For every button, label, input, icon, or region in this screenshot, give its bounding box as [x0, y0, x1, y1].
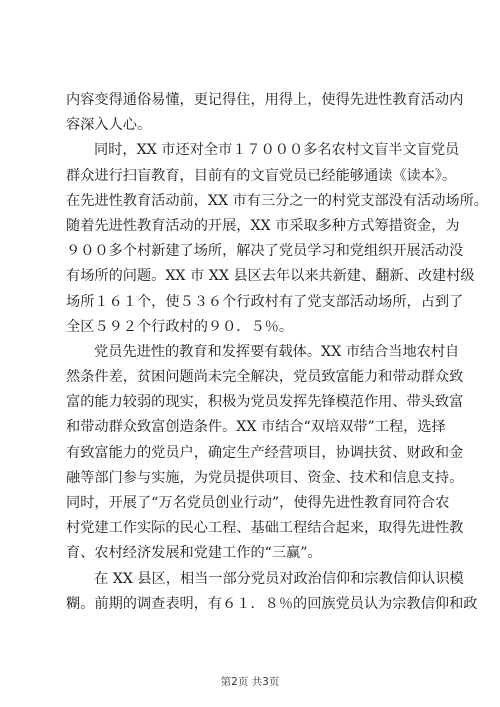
- text-line: 场所１６１个，使５３６个行政村有了党支部活动场所，占到了: [66, 293, 464, 310]
- document-body: [66, 88, 488, 617]
- text-line: 糊。前期的调查表明，有６１．８％的回族党员认为宗教信仰和政: [66, 595, 478, 612]
- text-line: 在先进性教育活动前，XX 市有三分之一的村党支部没有活动场所。: [66, 192, 488, 209]
- text-line: 在 XX 县区，相当一部分党员对政治信仰和宗教信仰认识模: [94, 570, 464, 587]
- text-line: 富的能力较弱的现实，积极为党员发挥先锋模范作用、带头致富: [66, 394, 464, 411]
- text-line: 村党建工作实际的民心工程、基础工程结合起来，取得先进性教: [66, 520, 464, 537]
- text-line: 有场所的问题。XX 市 XX 县区去年以来共新建、翻新、改建村级: [66, 268, 475, 285]
- text-line: 同时，XX 市还对全市１７０００多名农村文盲半文盲党员: [94, 142, 460, 159]
- text-line: 内容变得通俗易懂，更记得住，用得上，使得先进性教育活动内: [66, 92, 464, 108]
- text-line: ９００多个村新建了场所，解决了党员学习和党组织开展活动没: [66, 243, 464, 260]
- text-line: 随着先进性教育活动的开展，XX 市采取多种方式筹措资金，为: [66, 217, 460, 234]
- text-line: 融等部门参与实施，为党员提供项目、资金、技术和信息支持。: [66, 469, 464, 486]
- text-line: 育、农村经济发展和党建工作的“三赢”。: [66, 545, 322, 562]
- text-line: 和带动群众致富创造条件。XX 市结合“双培双带”工程，选择: [66, 419, 446, 436]
- text-line: 容深入人心。: [66, 117, 152, 134]
- text-line: 党员先进性的教育和发挥要有载体。XX 市结合当地农村自: [94, 343, 460, 360]
- text-line: 全区５９２个行政村的９０．５％。: [66, 318, 294, 335]
- text-line: 有致富能力的党员户，确定生产经营项目，协调扶贫、财政和金: [66, 444, 464, 461]
- page-footer: 第2页 共3页: [220, 676, 280, 688]
- text-line: 群众进行扫盲教育，目前有的文盲党员已经能够通读《读本》。: [66, 167, 457, 184]
- text-line: 同时，开展了“万名党员创业行动”，使得先进性教育同符合农: [66, 495, 450, 511]
- text-line: 然条件差，贫困问题尚未完全解决，党员致富能力和带动群众致: [66, 369, 464, 386]
